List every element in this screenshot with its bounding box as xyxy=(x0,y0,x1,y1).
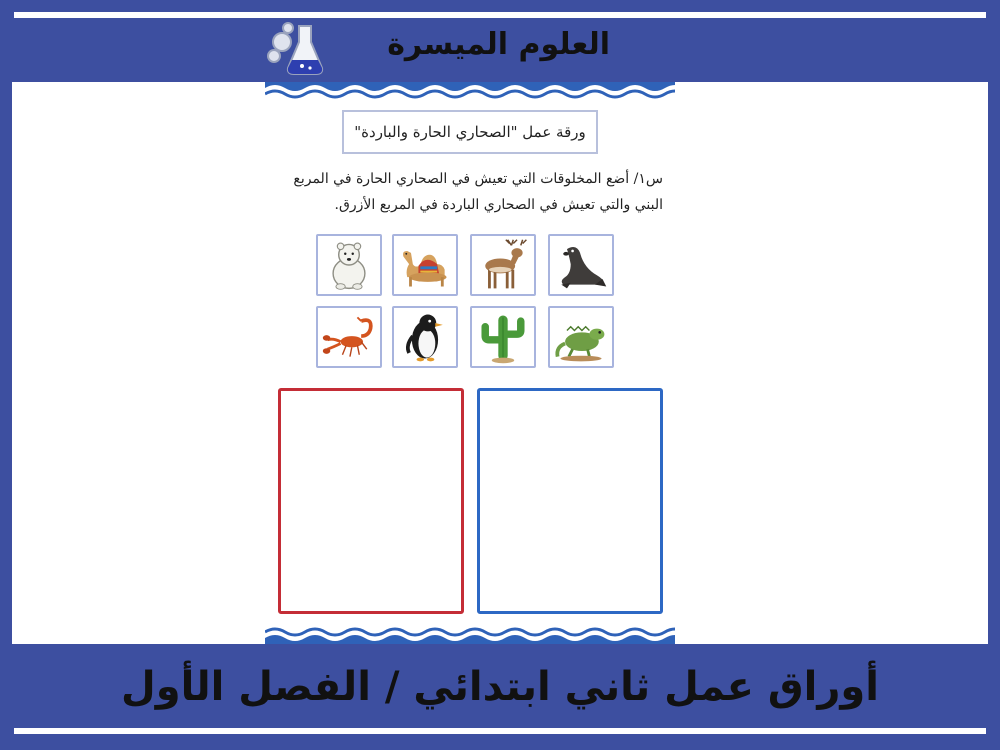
hot-desert-answer-box[interactable] xyxy=(278,388,464,614)
question-text: س١/ أضع المخلوقات التي تعيش في الصحاري الحارة في المربع البني والتي تعيش في الصحاري الباردة في المربع الأزرق. xyxy=(293,171,663,213)
site-title: العلوم الميسرة xyxy=(387,27,610,62)
bottom-divider xyxy=(14,728,986,734)
science-flask-logo-icon xyxy=(266,20,326,78)
iguana-icon xyxy=(548,306,614,368)
cold-desert-answer-box[interactable] xyxy=(477,388,663,614)
top-wave-border xyxy=(265,82,675,100)
scorpion-icon xyxy=(316,306,382,368)
camel-icon xyxy=(392,234,458,296)
polar-bear-icon xyxy=(316,234,382,296)
deer-icon xyxy=(470,234,536,296)
worksheet-page xyxy=(265,82,675,644)
worksheet-title: ورقة عمل "الصحاري الحارة والباردة" xyxy=(342,110,598,154)
footer-title: أوراق عمل ثاني ابتدائي / الفصل الأول xyxy=(121,664,879,710)
cactus-icon xyxy=(470,306,536,368)
top-divider xyxy=(14,12,986,18)
bottom-wave-border xyxy=(265,626,675,644)
seal-icon xyxy=(548,234,614,296)
penguin-icon xyxy=(392,306,458,368)
